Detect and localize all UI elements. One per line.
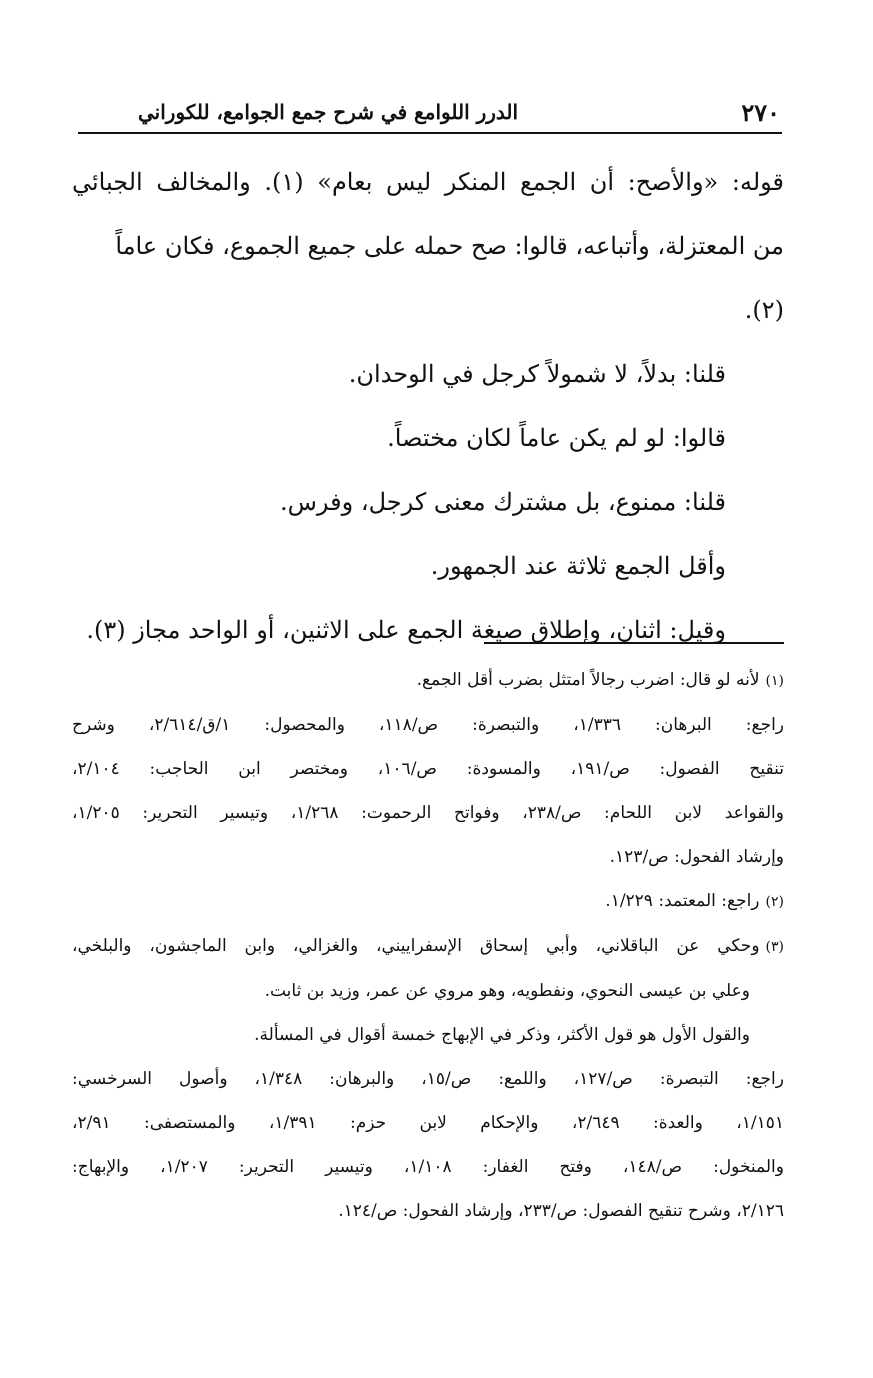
paragraph: قلنا: ممنوع، بل مشترك معنى كرجل، وفرس. bbox=[280, 488, 726, 516]
footnote-line: ١/١٥١، والعدة: ٢/٦٤٩، والإحكام لابن حزم: ١/٣٩١، والمستصفى: ٢/٩١، bbox=[72, 1113, 784, 1133]
footnote-number: (٣) bbox=[765, 939, 784, 955]
footnote-number: (٢) bbox=[765, 894, 784, 910]
main-text bbox=[72, 150, 784, 662]
footnote-line: وإرشاد الفحول: ص/١٢٣. bbox=[609, 847, 784, 867]
paragraph: وقيل: اثنان، وإطلاق صيغة الجمع على الاثنين، أو الواحد مجاز (٣). bbox=[86, 616, 726, 644]
page-header bbox=[78, 92, 782, 134]
footnote-divider bbox=[484, 642, 784, 644]
paragraph: قالوا: لو لم يكن عاماً لكان مختصاً. bbox=[387, 424, 726, 452]
paragraph: قلنا: بدلاً، لا شمولاً كرجل في الوحدان. bbox=[348, 360, 726, 388]
footnote-line: والمنخول: ص/١٤٨، وفتح الغفار: ١/١٠٨، وتيسير التحرير: ١/٢٠٧، والإبهاج: bbox=[72, 1157, 784, 1177]
footnote-line: راجع: البرهان: ١/٣٣٦، والتبصرة: ص/١١٨، والمحصول: ١/ق/٢/٦١٤، وشرح bbox=[72, 715, 785, 735]
footnote-line: راجع: التبصرة: ص/١٢٧، واللمع: ص/١٥، والبرهان: ١/٣٤٨، وأصول السرخسي: bbox=[72, 1069, 784, 1089]
footnote-text: وحكي عن الباقلاني، وأبي إسحاق الإسفراييني، والغزالي، وابن الماجشون، والبلخي، bbox=[72, 936, 760, 956]
footnote-line: وعلي بن عيسى النحوي، ونفطويه، وهو مروي عن عمر، وزيد بن ثابت. bbox=[264, 981, 750, 1001]
footnote-number: (١) bbox=[765, 673, 784, 689]
running-title: الدرر اللوامع في شرح جمع الجوامع، للكوراني bbox=[138, 100, 519, 124]
footnotes bbox=[72, 658, 784, 1233]
page-number: ٢٧٠ bbox=[741, 97, 780, 127]
paragraph-line: قوله: «والأصح: أن الجمع المنكر ليس بعام» (١). والمخالف الجبائي bbox=[72, 168, 785, 196]
footnote-text: لأنه لو قال: اضرب رجالاً امتثل بضرب أقل الجمع. bbox=[416, 670, 760, 690]
paragraph: وأقل الجمع ثلاثة عند الجمهور. bbox=[430, 552, 726, 580]
footnote-line: والقواعد لابن اللحام: ص/٢٣٨، وفواتح الرحموت: ١/٢٦٨، وتيسير التحرير: ١/٢٠٥، bbox=[72, 803, 784, 823]
footnote-text: راجع: المعتمد: ١/٢٢٩. bbox=[605, 891, 760, 911]
footnote-3 bbox=[72, 924, 784, 969]
paragraph-line: من المعتزلة، وأتباعه، قالوا: صح حمله على جميع الجموع، فكان عاماً (٢). bbox=[115, 232, 784, 324]
footnote-2 bbox=[72, 879, 784, 924]
footnote-1 bbox=[72, 658, 784, 703]
footnote-line: تنقيح الفصول: ص/١٩١، والمسودة: ص/١٠٦، ومختصر ابن الحاجب: ٢/١٠٤، bbox=[72, 759, 784, 779]
footnote-line: ٢/١٢٦، وشرح تنقيح الفصول: ص/٢٣٣، وإرشاد الفحول: ص/١٢٤. bbox=[338, 1201, 784, 1221]
footnote-line: والقول الأول هو قول الأكثر، وذكر في الإبهاج خمسة أقوال في المسألة. bbox=[254, 1025, 750, 1045]
